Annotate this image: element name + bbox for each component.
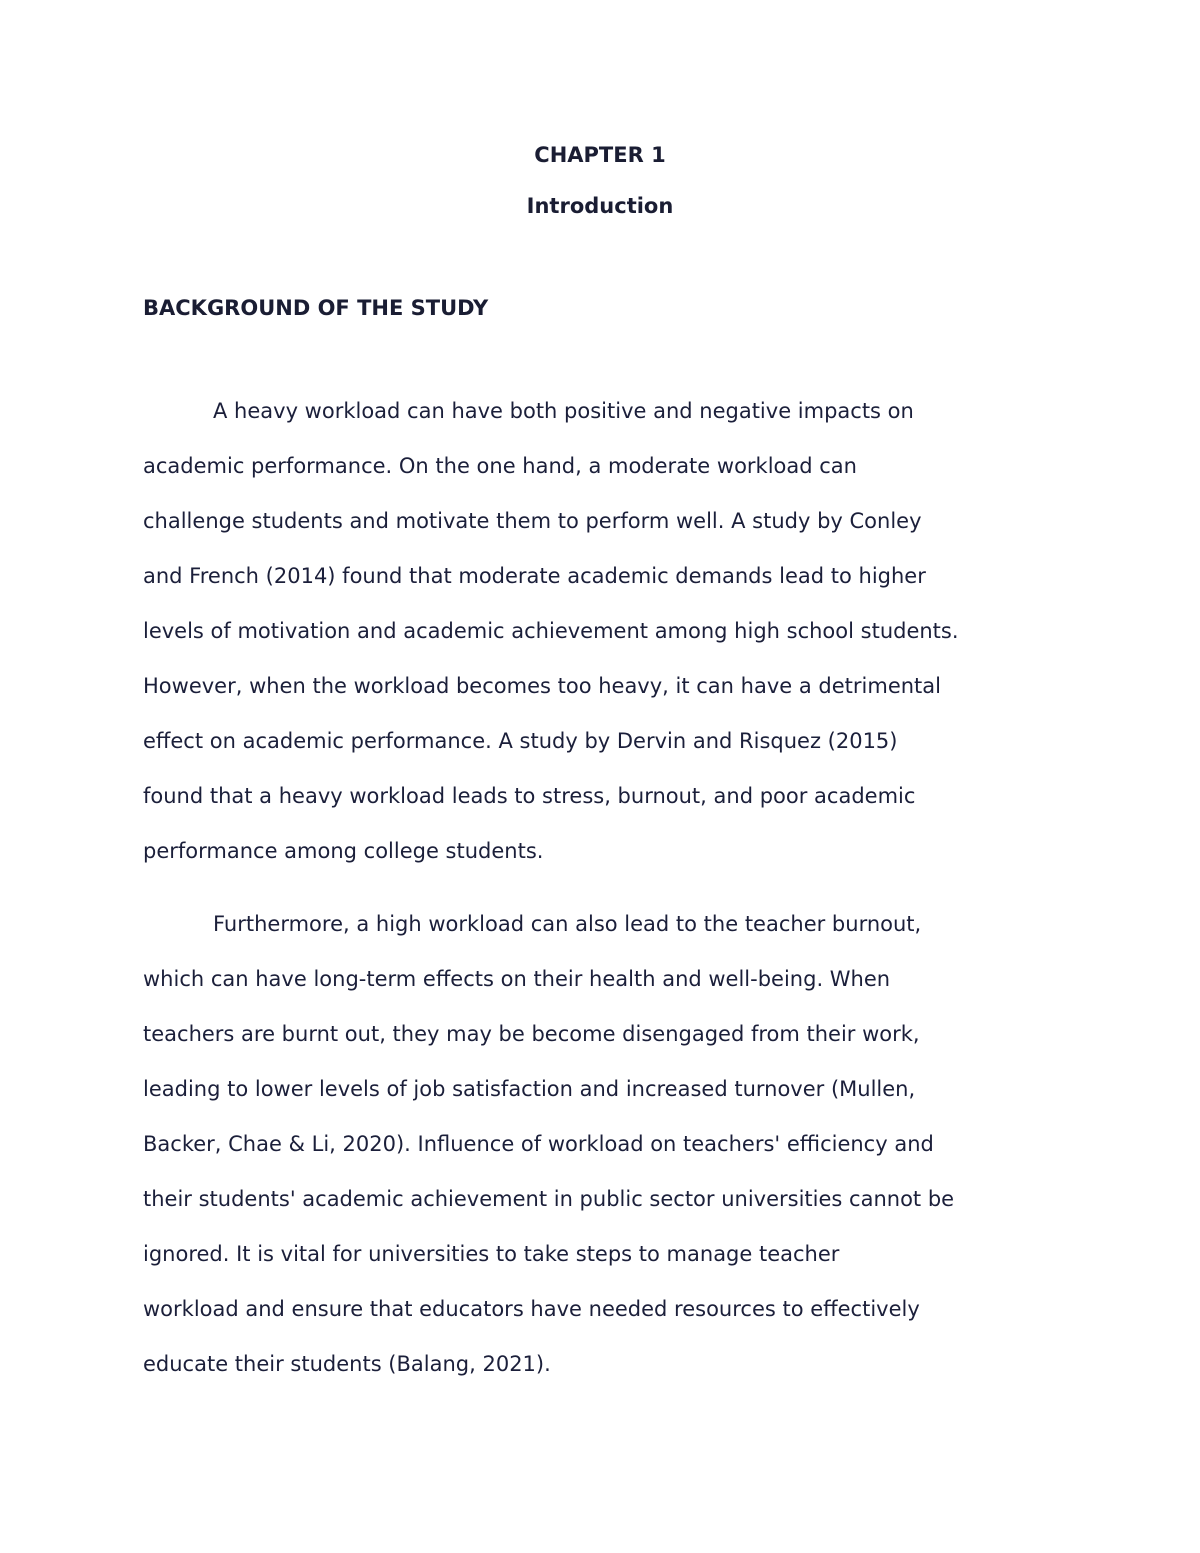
paragraph-line: educate their students (Balang, 2021). (143, 1352, 551, 1376)
paragraph-line: ignored. It is vital for universities to take steps to manage teacher (143, 1242, 840, 1266)
paragraph-line: found that a heavy workload leads to stress, burnout, and poor academic (143, 784, 916, 808)
paragraph-line: performance among college students. (143, 839, 544, 863)
section-heading: BACKGROUND OF THE STUDY (143, 296, 489, 320)
paragraph-2 (143, 897, 1073, 1392)
chapter-subtitle: Introduction (526, 194, 674, 218)
paragraph-line: Furthermore, a high workload can also lead to the teacher burnout, (213, 912, 922, 936)
paragraph-line: academic performance. On the one hand, a moderate workload can (143, 454, 857, 478)
paragraph-line: their students' academic achievement in public sector universities cannot be (143, 1187, 955, 1211)
paragraph-line: teachers are burnt out, they may be become disengaged from their work, (143, 1022, 920, 1046)
paragraph-line: However, when the workload becomes too heavy, it can have a detrimental (143, 674, 941, 698)
chapter-title: CHAPTER 1 (534, 143, 666, 167)
paragraph-line: workload and ensure that educators have needed resources to effectively (143, 1297, 920, 1321)
paragraph-line: Backer, Chae & Li, 2020). Influence of workload on teachers' efficiency and (143, 1132, 934, 1156)
paragraph-line: effect on academic performance. A study by Dervin and Risquez (2015) (143, 729, 898, 753)
paragraph-line: A heavy workload can have both positive and negative impacts on (213, 399, 914, 423)
paragraph-line: challenge students and motivate them to perform well. A study by Conley (143, 509, 922, 533)
paragraph-line: leading to lower levels of job satisfaction and increased turnover (Mullen, (143, 1077, 916, 1101)
paragraph-line: which can have long-term effects on their health and well-being. When (143, 967, 891, 991)
paragraph-line: levels of motivation and academic achievement among high school students. (143, 619, 959, 643)
paragraph-line: and French (2014) found that moderate academic demands lead to higher (143, 564, 926, 588)
paragraph-1 (143, 384, 1073, 879)
